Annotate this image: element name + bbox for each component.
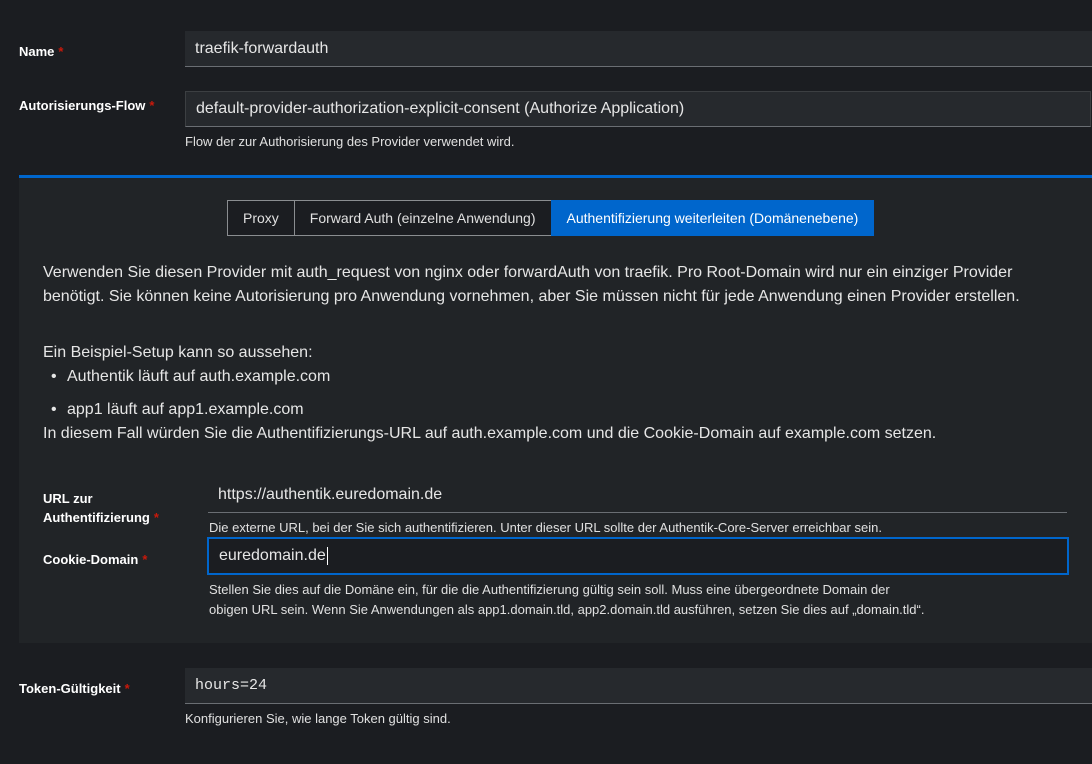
text-cursor xyxy=(327,547,328,565)
name-label-text: Name xyxy=(19,44,55,59)
required-marker: * xyxy=(153,510,159,525)
auth-url-input-value: https://authentik.euredomain.de xyxy=(218,486,443,503)
tab-forward-auth-domain[interactable]: Authentifizierung weiterleiten (Domänenebene) xyxy=(551,200,875,236)
auth-url-helper: Die externe URL, bei der Sie sich authentifizieren. Unter dieser URL sollte der Authentik-Core-Server erreichbar sein. xyxy=(209,520,882,535)
cookie-domain-label xyxy=(43,550,147,569)
cookie-domain-helper-line-1: Stellen Sie dies auf die Domäne ein, für die die Authentifizierung gültig sein soll. Muss eine übergeordnete Domain der xyxy=(209,582,890,597)
auth-url-label xyxy=(43,489,159,527)
token-validity-helper: Konfigurieren Sie, wie lange Token gültig sind. xyxy=(185,711,451,726)
required-marker: * xyxy=(58,44,64,59)
auth-flow-label-text: Autorisierungs-Flow xyxy=(19,98,146,113)
mode-toggle-group xyxy=(228,200,874,236)
auth-url-label-line-2: Authentifizierung xyxy=(43,510,150,525)
cookie-domain-input[interactable] xyxy=(207,537,1069,575)
token-validity-input-value: hours=24 xyxy=(195,677,268,694)
example-list xyxy=(43,365,330,422)
auth-flow-select-value: default-provider-authorization-explicit-consent (Authorize Application) xyxy=(196,100,685,117)
required-marker: * xyxy=(149,98,155,113)
list-item: • app1 läuft auf app1.example.com xyxy=(43,398,330,422)
auth-flow-label xyxy=(19,96,154,115)
example-intro: Ein Beispiel-Setup kann so aussehen: xyxy=(43,344,313,361)
name-label xyxy=(19,42,63,61)
token-validity-label-text: Token-Gültigkeit xyxy=(19,681,121,696)
example-outro: In diesem Fall würden Sie die Authentifizierungs-URL auf auth.example.com und die Cookie-Domain auf example.com setzen. xyxy=(43,425,937,442)
required-marker: * xyxy=(124,681,130,696)
auth-flow-select[interactable] xyxy=(185,91,1091,127)
token-validity-label xyxy=(19,679,130,698)
name-input-value: traefik-forwardauth xyxy=(195,39,329,57)
description-line-1: Verwenden Sie diesen Provider mit auth_request von nginx oder forwardAuth von traefik. Pro Root-Domain wird nur ein einziger Provider xyxy=(43,264,1013,281)
cookie-domain-helper-line-2: obigen URL sein. Wenn Sie Anwendungen als app1.domain.tld, app2.domain.tld ausführen, setzen Sie dies auf „domain.tld“. xyxy=(209,602,925,617)
cookie-domain-label-text: Cookie-Domain xyxy=(43,552,139,567)
name-input[interactable] xyxy=(185,31,1092,67)
auth-url-label-line-1: URL zur xyxy=(43,491,93,506)
cookie-domain-input-value: euredomain.de xyxy=(219,547,326,564)
tab-proxy[interactable]: Proxy xyxy=(227,200,295,236)
auth-url-input[interactable] xyxy=(208,478,1067,513)
list-item: • Authentik läuft auf auth.example.com xyxy=(43,365,330,389)
required-marker: * xyxy=(142,552,148,567)
auth-flow-helper: Flow der zur Authorisierung des Provider verwendet wird. xyxy=(185,134,515,149)
tab-forward-auth-single[interactable]: Forward Auth (einzelne Anwendung) xyxy=(294,200,552,236)
description-line-2: benötigt. Sie können keine Autorisierung pro Anwendung vornehmen, aber Sie müssen nicht für jede Anwendung einen Provider erstellen. xyxy=(43,288,1020,305)
token-validity-input[interactable] xyxy=(185,668,1092,704)
